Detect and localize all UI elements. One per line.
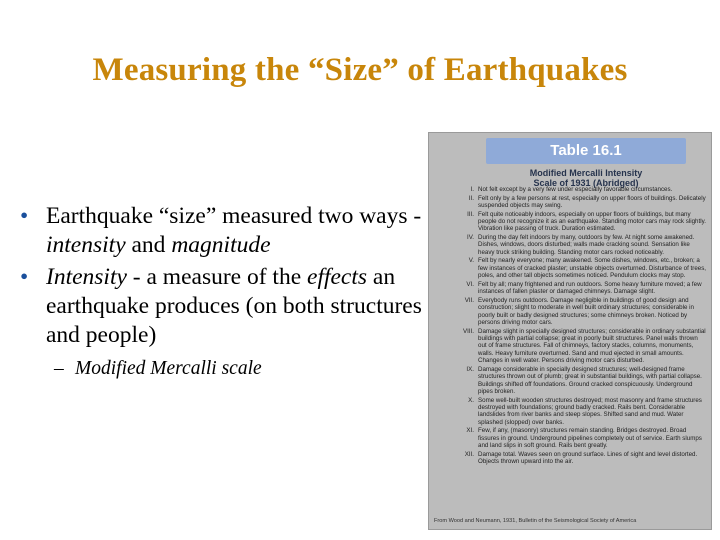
intensity-description: Few, if any, (masonry) structures remain standing. Bridges destroyed. Broad fissures in ground. Underground pipelines completely out of service. Earth slumps and land slips in soft ground. Rails bent greatly. (478, 427, 702, 450)
intensity-numeral: III. (467, 210, 474, 218)
intensity-numeral: XII. (464, 450, 474, 458)
table-row (434, 328, 708, 365)
intensity-numeral: VII. (464, 296, 474, 304)
bullet-text: Intensity - a measure of the effects an earthquake produces (on both structures and people) (46, 264, 422, 348)
intensity-description: Felt only by a few persons at rest, especially on upper floors of buildings. Delicately suspended objects may swing. (478, 194, 706, 209)
dash-icon: – (54, 358, 64, 379)
bullet-dot-icon: • (20, 203, 29, 229)
intensity-description: Felt by nearly everyone; many awakened. Some dishes, windows, etc., broken; a few instances of cracked plaster; unstable objects overturned. Disturbance of trees, poles, and other tall objects sometimes noticed. Pendulum clocks may stop. (478, 257, 707, 280)
table-row (434, 397, 708, 427)
table-row (434, 211, 708, 233)
intensity-description: Damage total. Waves seen on ground surface. Lines of sight and level distorted. Objects thrown upward into the air. (478, 450, 698, 466)
table-row (434, 451, 708, 466)
intensity-numeral: II. (468, 194, 474, 202)
bullet-size (18, 202, 428, 260)
intensity-numeral: IX. (466, 365, 474, 373)
intensity-description: Damage considerable in specially designed structures; well-designed frame structures thrown out of plumb; great in substantial buildings, with partial collapse. Buildings shifted off foundations. Ground cracked conspicuously. Underground pipes broken. (478, 365, 702, 396)
table-row (434, 281, 708, 296)
table-row (434, 366, 708, 396)
intensity-description: Everybody runs outdoors. Damage negligible in buildings of good design and construction; slight to moderate in well built ordinary structures; considerable in poorly built or badly designed structures; some chimneys broken. Noticed by persons driving motor cars. (478, 296, 694, 327)
intensity-description: Some well-built wooden structures destroyed; most masonry and frame structures destroyed with foundations; ground badly cracked. Rails bent. Considerable landslides from river banks and steep slopes. Shifted sand and mud. Water splashed (slopped) over banks. (478, 396, 702, 426)
intensity-numeral: V. (468, 257, 474, 265)
intensity-numeral: VI. (466, 280, 474, 288)
intensity-numeral: IV. (467, 234, 474, 241)
intensity-description: Felt quite noticeably indoors, especially on upper floors of buildings, but many people do not recognize it as an earthquake. Standing motor cars may rock slightly. Vibration like passing of truck. Duration estimated. (478, 210, 706, 233)
mercalli-table-image (428, 132, 712, 530)
bullet-list (18, 202, 428, 382)
table-footer: From Wood and Neumann, 1931, Bulletin of the Seismological Society of America (434, 518, 637, 524)
table-row (434, 195, 708, 210)
table-heading: Modified Mercalli Intensity Scale of 1931 (Abridged) (529, 168, 643, 188)
table-row (434, 186, 708, 193)
intensity-description: Not felt except by a very few under especially favorable circumstances. (478, 186, 673, 193)
table-rows (434, 186, 708, 467)
bullet-dot-icon: • (20, 264, 29, 290)
table-banner: Table 16.1 (486, 138, 686, 164)
bullet-text: Earthquake “size” measured two ways - intensity and magnitude (46, 203, 422, 258)
table-row (434, 297, 708, 327)
intensity-numeral: I. (470, 186, 474, 193)
intensity-description: During the day felt indoors by many, outdoors by few. At night some awakened. Dishes, windows, doors disturbed; walls made cracking sound. Sensation like heavy truck striking building. Standing motor cars rocked noticeably. (478, 234, 695, 256)
slide-title: Measuring the “Size” of Earthquakes (92, 52, 628, 88)
intensity-numeral: X. (468, 396, 474, 404)
intensity-description: Felt by all; many frightened and run outdoors. Some heavy furniture moved; a few instances of fallen plaster or damaged chimneys. Damage slight. (478, 280, 702, 296)
table-row (434, 257, 708, 279)
intensity-description: Damage slight in specially designed structures; considerable in ordinary substantial buildings with partial collapse; great in poorly built structures. Panel walls thrown out of frame structures. Fall of chimneys, factory stacks, columns, monuments, walls. Heavy furniture overturned. Sand and mud ejected in small amounts. Changes in well water. Persons driving motor cars disturbed. (478, 327, 706, 365)
intensity-numeral: XI. (466, 427, 474, 435)
table-row (434, 427, 708, 449)
bullet-intensity (18, 263, 428, 350)
sub-bullet-mercalli: – Modified Mercalli scale (18, 356, 428, 382)
intensity-numeral: VIII. (462, 327, 474, 335)
table-row (434, 234, 708, 256)
